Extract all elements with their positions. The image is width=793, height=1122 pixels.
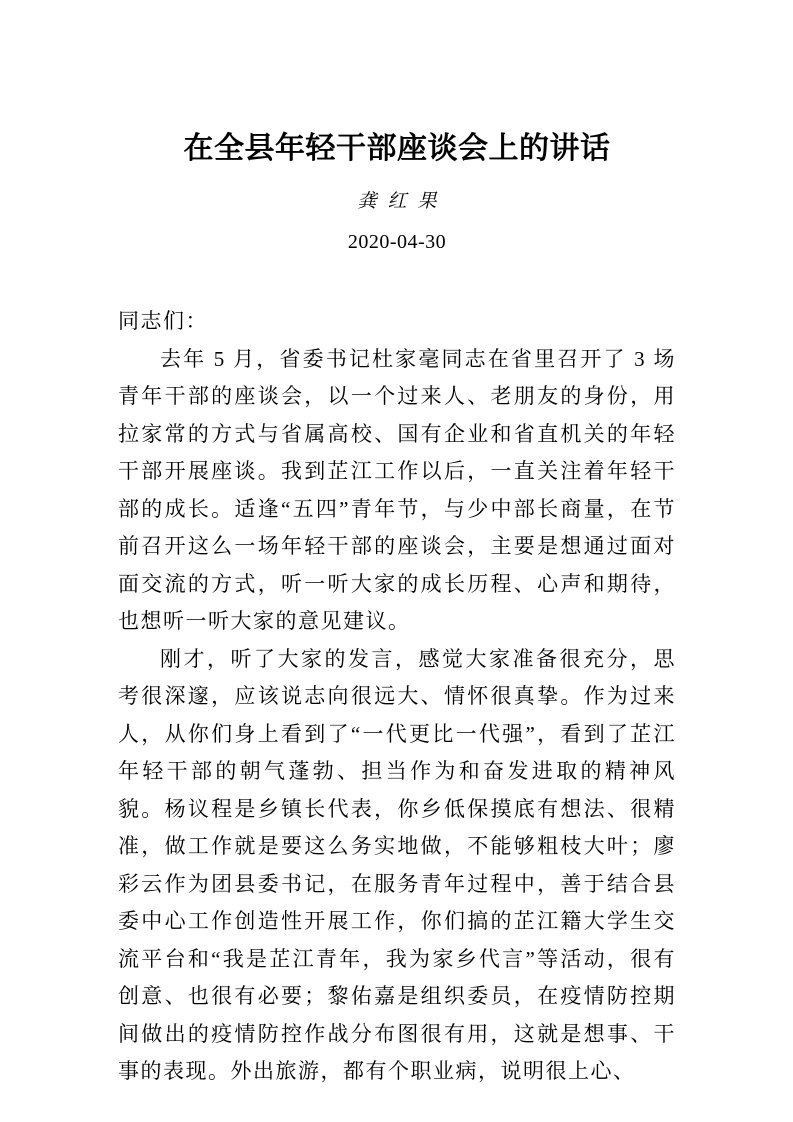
document-date: 2020-04-30: [347, 231, 447, 253]
paragraph: 刚才，听了大家的发言，感觉大家准备很充分，思考很深邃，应该说志向很远大、情怀很真挚。作为过来人，从你们身上看到了“一代更比一代强”，看到了芷江年轻干部的朝气蓬勃、担当作为和奋发进取的精神风貌。杨议程是乡镇长代表，你乡低保摸底有想法、很精准，做工作就是要这么务实地做，不能够粗枝大叶；廖彩云作为团县委书记，在服务青年过程中，善于结合县委中心工作创造性开展工作，你们搞的芷江籍大学生交流平台和“我是芷江青年，我为家乡代言”等活动，很有创意、也很有必要；黎佑嘉是组织委员，在疫情防控期间做出的疫情防控作战分布图很有用，这就是想事、干事的表现。外出旅游，都有个职业病，说明很上心、: [118, 646, 676, 1083]
document-title: 在全县年轻干部座谈会上的讲话: [183, 132, 611, 165]
document-author: 龚红果: [357, 191, 448, 212]
document-body: [118, 303, 676, 1091]
paragraph: 去年 5 月，省委书记杜家毫同志在省里召开了 3 场青年干部的座谈会，以一个过来人、老朋友的身份，用拉家常的方式与省属高校、国有企业和省直机关的年轻干部开展座谈。我到芷江工作以后，一直关注着年轻干部的成长。适逢“五四”青年节，与少中部长商量，在节前召开这么一场年轻干部的座谈会，主要是想通过面对面交流的方式，听一听大家的成长历程、心声和期待，也想听一听大家的意见建议。: [118, 346, 676, 633]
paragraph-salutation: 同志们：: [118, 309, 208, 333]
